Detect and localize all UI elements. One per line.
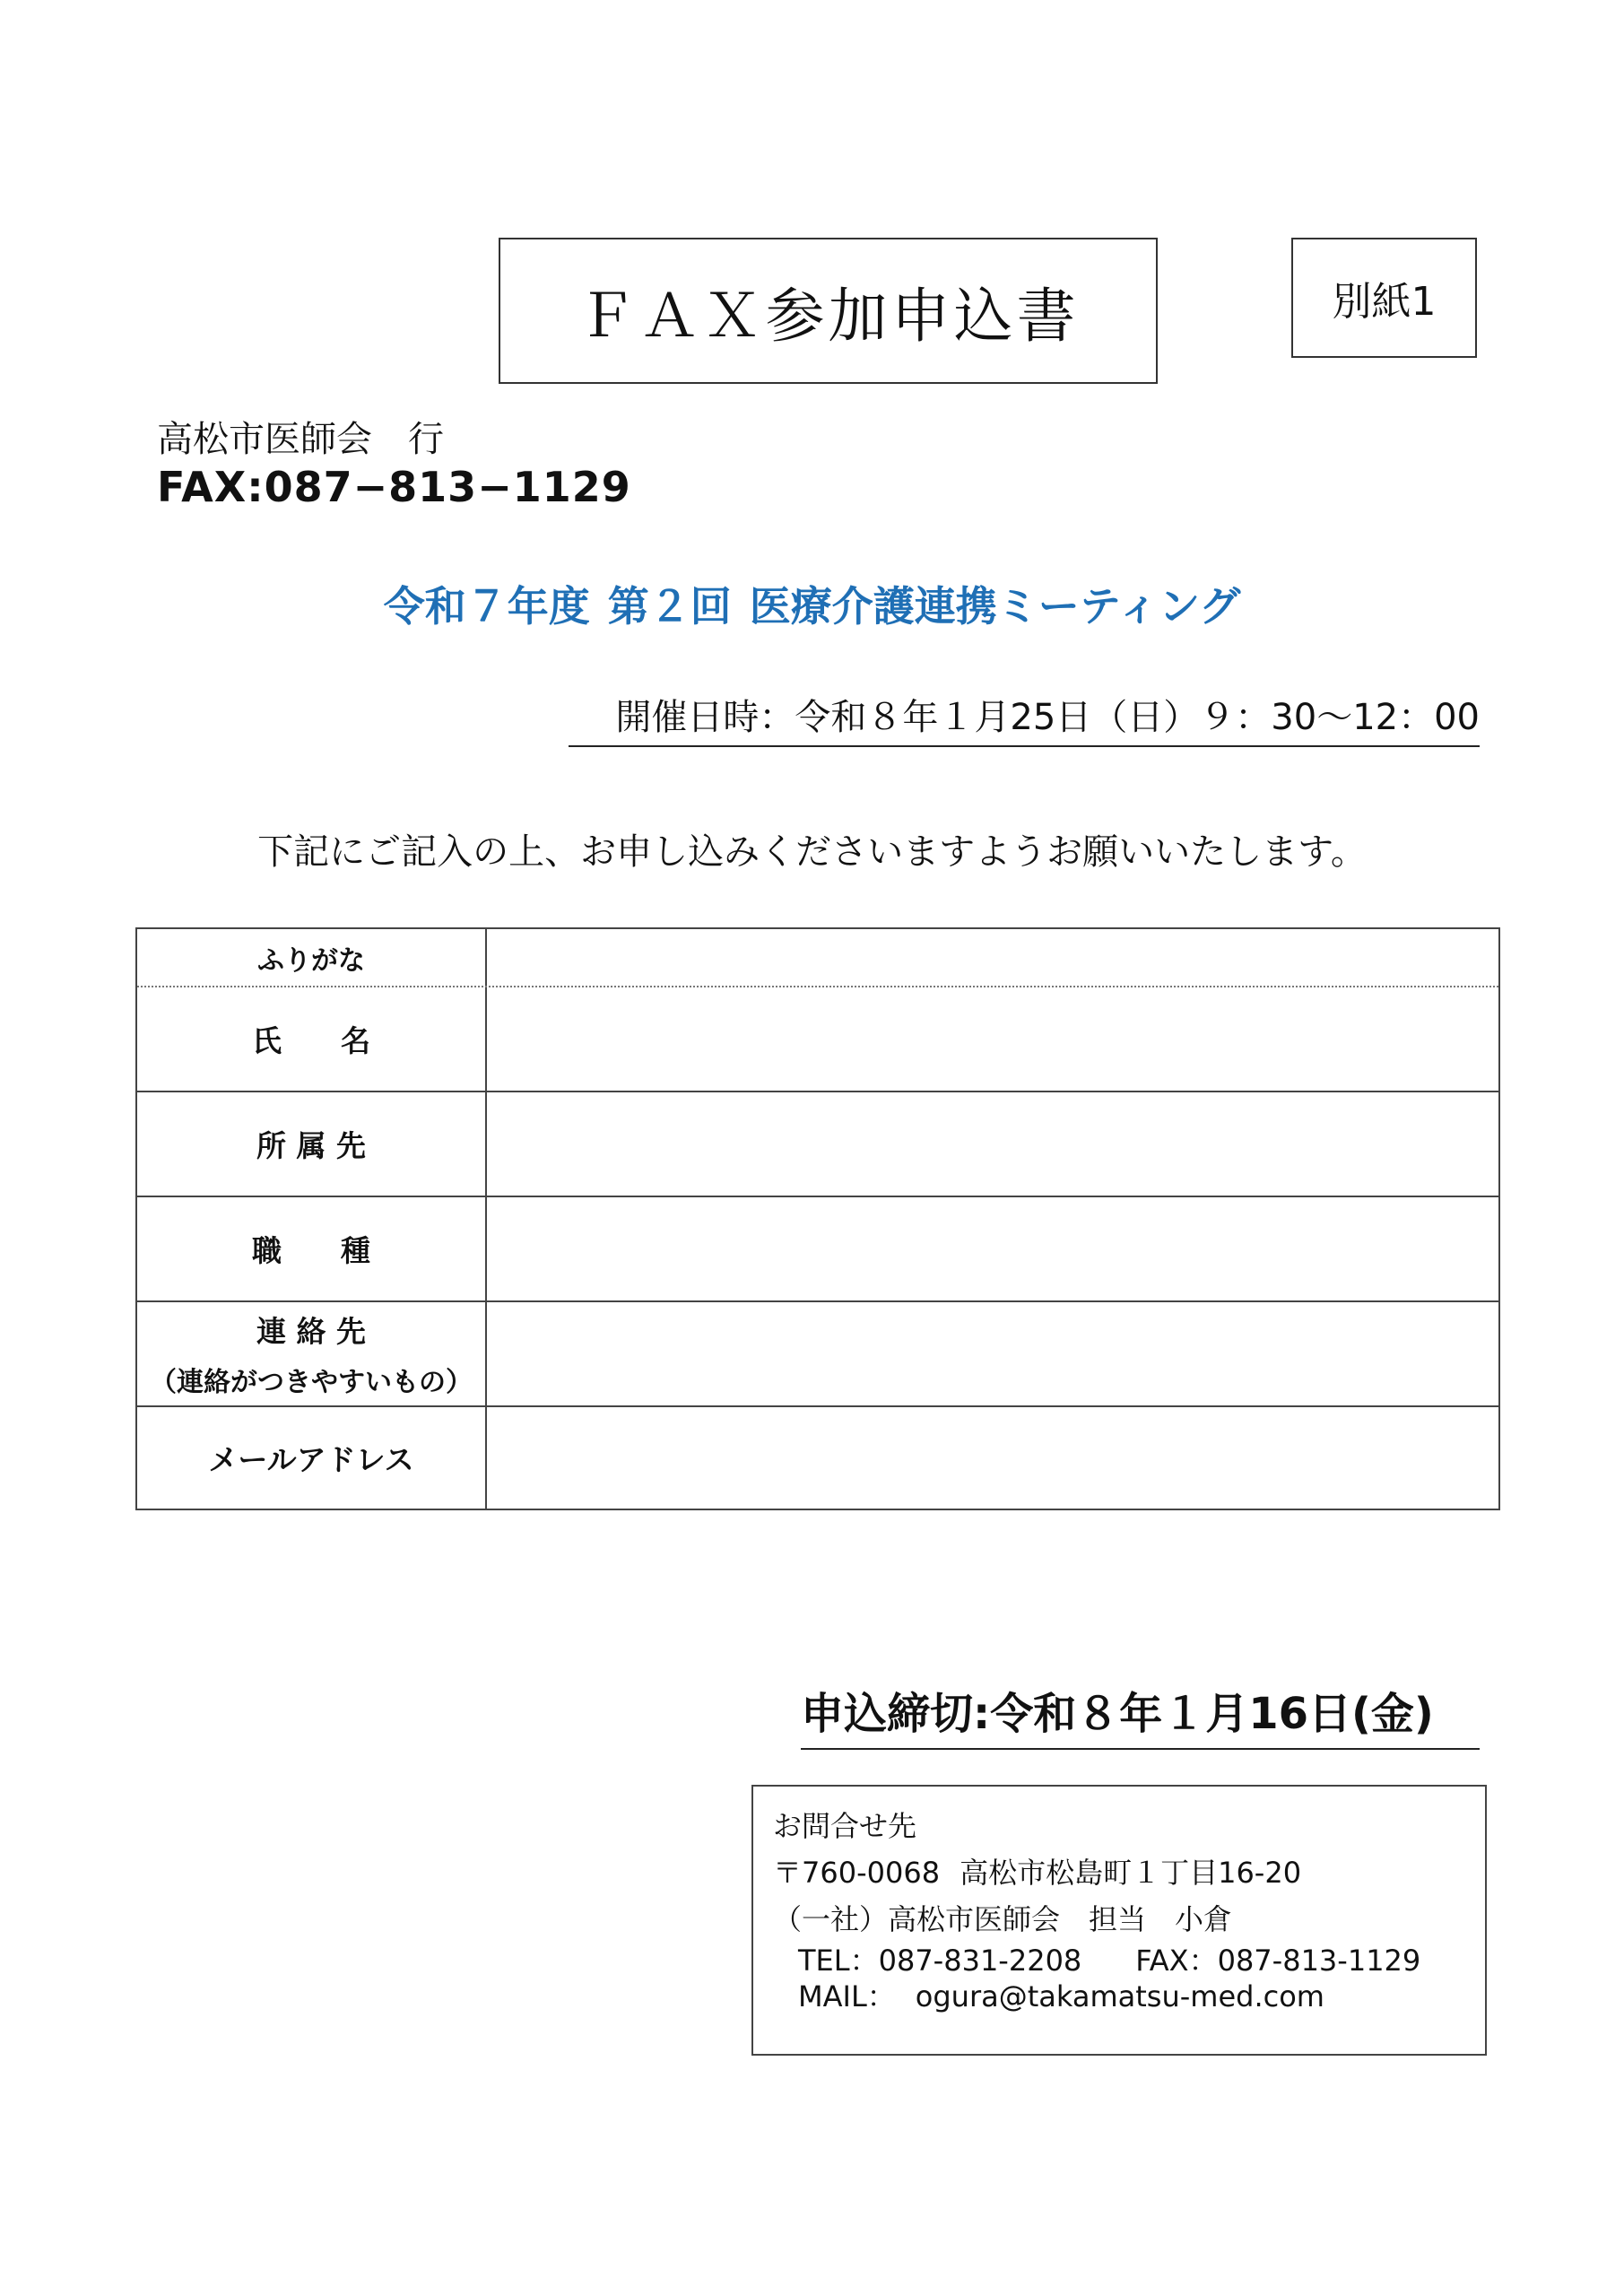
form-row-furigana <box>137 929 1498 986</box>
contact-mail[interactable]: ogura@takamatsu-med.com <box>915 1979 1324 2013</box>
contact-tel: TEL：087-831-2208 <box>798 1944 1082 1978</box>
email-label: メールアドレス <box>137 1407 487 1509</box>
form-title-box <box>499 238 1158 384</box>
contact-postal: 〒760-0068 <box>773 1856 941 1890</box>
form-row-occupation <box>137 1196 1498 1300</box>
meeting-year: 令和７年度 <box>383 582 590 631</box>
contact-sublabel: （連絡がつきやすいもの） <box>150 1367 473 1398</box>
instruction-text: 下記にご記入の上、お申し込みくださいますようお願いいたします。 <box>257 831 1367 873</box>
contact-fax: FAX：087-813-1129 <box>1135 1944 1421 1978</box>
contact-label: 連 絡 先 <box>256 1314 366 1349</box>
form-row-name <box>137 986 1498 1091</box>
contact-label-cell <box>137 1302 487 1405</box>
furigana-field[interactable] <box>487 929 1498 986</box>
recipient-fax: FAX:087−813−1129 <box>157 463 631 511</box>
affiliation-field[interactable] <box>487 1092 1498 1196</box>
meeting-session: 第２回 <box>607 582 732 631</box>
contact-address: 高松市松島町１丁目16-20 <box>960 1856 1302 1890</box>
application-deadline: 申込締切:令和８年１月16日(金) <box>801 1679 1480 1750</box>
contact-phone-line <box>773 1943 1465 1979</box>
attachment-label: 別紙1 <box>1332 279 1437 325</box>
contact-address-line <box>773 1849 1465 1896</box>
furigana-label: ふりがな <box>137 929 487 986</box>
affiliation-label: 所 属 先 <box>137 1092 487 1196</box>
email-field[interactable] <box>487 1407 1498 1509</box>
contact-heading: お問合せ先 <box>773 1809 917 1843</box>
occupation-label: 職 種 <box>137 1197 487 1300</box>
name-label: 氏 名 <box>137 987 487 1091</box>
meeting-name: 医療介護連携ミーティング <box>749 582 1241 631</box>
application-form-table <box>135 927 1500 1510</box>
contact-mail-line <box>773 1979 1465 2014</box>
contact-mail-label: MAIL： <box>798 1979 896 2013</box>
contact-field[interactable] <box>487 1302 1498 1405</box>
contact-organization: （一社）高松市医師会 担当 小倉 <box>773 1902 1233 1936</box>
contact-info-box <box>751 1785 1487 2056</box>
meeting-title <box>0 574 1624 633</box>
attachment-box <box>1291 238 1477 358</box>
form-row-affiliation <box>137 1091 1498 1196</box>
name-field[interactable] <box>487 987 1498 1091</box>
form-row-contact <box>137 1300 1498 1405</box>
recipient-name: 高松市医師会 行 <box>157 419 444 460</box>
form-row-email <box>137 1405 1498 1509</box>
event-datetime: 開催日時：令和８年１月25日（日）９：30〜12：00 <box>569 689 1480 747</box>
form-title: ＦＡＸ参加申込書 <box>577 282 1080 351</box>
occupation-field[interactable] <box>487 1197 1498 1300</box>
